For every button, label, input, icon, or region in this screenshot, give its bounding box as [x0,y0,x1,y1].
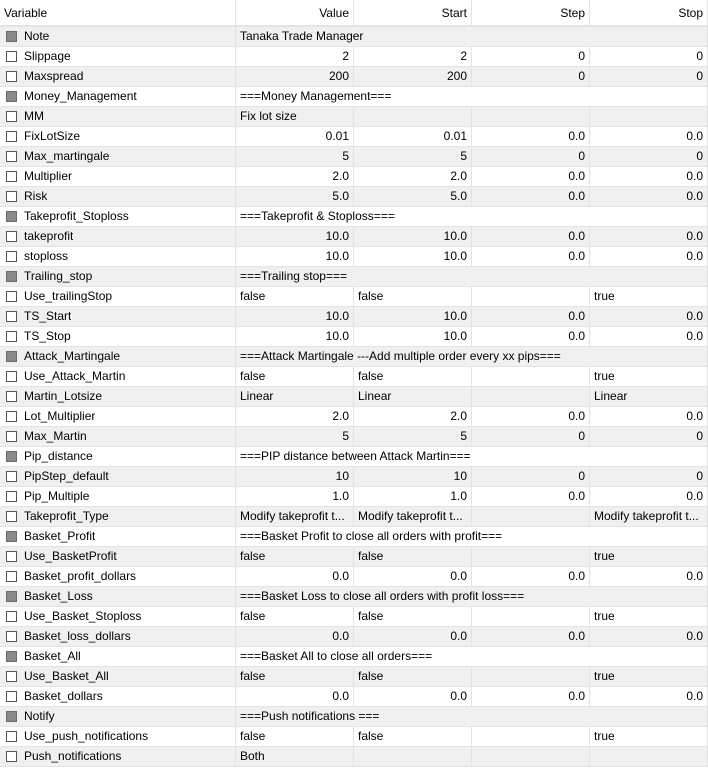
optimize-checkbox[interactable] [6,691,17,702]
variable-name: Takeprofit_Type [24,509,109,523]
variable-cell [0,747,236,767]
step-cell[interactable]: 0.0 [472,487,590,507]
stop-cell[interactable]: 0.0 [590,327,708,347]
variable-name: Pip_Multiple [24,489,90,503]
optimize-checkbox[interactable] [6,271,17,282]
start-cell[interactable]: 10.0 [354,307,472,327]
step-cell[interactable] [472,547,590,567]
parameter-row[interactable] [0,287,708,307]
optimize-checkbox[interactable] [6,331,17,342]
optimize-checkbox[interactable] [6,491,17,502]
variable-cell [0,527,236,547]
value-cell[interactable]: Tanaka Trade Manager [236,27,708,47]
variable-cell [0,187,236,207]
start-cell[interactable]: 0.0 [354,687,472,707]
optimize-checkbox[interactable] [6,291,17,302]
variable-cell [0,127,236,147]
step-cell[interactable]: 0.0 [472,567,590,587]
parameter-row[interactable] [0,727,708,747]
variable-name: Multiplier [24,169,73,183]
parameter-row[interactable] [0,547,708,567]
step-cell[interactable]: 0.0 [472,327,590,347]
step-cell[interactable] [472,107,590,127]
variable-cell [0,327,236,347]
variable-name: Use_Basket_Stoploss [24,609,142,623]
variable-cell [0,287,236,307]
variable-cell [0,167,236,187]
parameter-row[interactable] [0,567,708,587]
optimize-checkbox[interactable] [6,611,17,622]
parameter-row[interactable] [0,747,708,767]
parameter-row[interactable] [0,467,708,487]
stop-cell[interactable]: 0 [590,467,708,487]
optimize-checkbox[interactable] [6,511,17,522]
variable-cell [0,147,236,167]
parameter-row[interactable] [0,427,708,447]
optimize-checkbox[interactable] [6,351,17,362]
variable-cell [0,307,236,327]
step-cell[interactable]: 0.0 [472,187,590,207]
start-cell[interactable]: false [354,287,472,307]
start-cell[interactable]: 10.0 [354,227,472,247]
optimize-checkbox[interactable] [6,191,17,202]
value-cell[interactable]: false [236,607,354,627]
value-cell[interactable]: false [236,287,354,307]
variable-name: Martin_Lotsize [24,389,103,403]
start-cell[interactable]: 0.01 [354,127,472,147]
optimize-checkbox[interactable] [6,31,17,42]
stop-cell[interactable]: true [590,287,708,307]
step-cell[interactable]: 0.0 [472,227,590,247]
value-cell[interactable]: false [236,367,354,387]
variable-name: Attack_Martingale [24,349,121,363]
optimize-checkbox[interactable] [6,91,17,102]
step-cell[interactable]: 0 [472,427,590,447]
stop-cell[interactable]: 0 [590,427,708,447]
variable-name: TS_Start [24,309,72,323]
stop-cell[interactable]: 0.0 [590,127,708,147]
variable-cell [0,727,236,747]
value-cell[interactable]: 5 [236,427,354,447]
variable-cell [0,227,236,247]
value-cell[interactable]: 10.0 [236,307,354,327]
optimize-checkbox[interactable] [6,731,17,742]
parameter-row[interactable] [0,687,708,707]
value-cell[interactable]: 0.0 [236,567,354,587]
variable-cell [0,487,236,507]
parameter-row[interactable] [0,127,708,147]
value-cell[interactable]: 10.0 [236,247,354,267]
stop-cell[interactable]: true [590,667,708,687]
value-cell[interactable]: Fix lot size [236,107,354,127]
step-cell[interactable]: 0 [472,67,590,87]
start-cell[interactable]: 2.0 [354,407,472,427]
parameter-row[interactable] [0,387,708,407]
start-cell[interactable]: 10.0 [354,247,472,267]
optimize-checkbox[interactable] [6,551,17,562]
variable-name: Basket_profit_dollars [24,569,137,583]
start-cell[interactable]: false [354,547,472,567]
variable-name: takeprofit [24,229,74,243]
start-cell[interactable]: 0.0 [354,567,472,587]
variable-cell [0,207,236,227]
variable-name: Pip_distance [24,449,93,463]
step-cell[interactable] [472,667,590,687]
value-cell[interactable]: 200 [236,67,354,87]
stop-cell[interactable]: true [590,547,708,567]
variable-name: Trailing_stop [24,269,93,283]
stop-cell[interactable]: Linear [590,387,708,407]
variable-name: Max_Martin [24,429,87,443]
column-header-variable[interactable]: Variable [0,0,236,26]
variable-cell [0,567,236,587]
start-cell[interactable]: 5.0 [354,187,472,207]
start-cell[interactable]: Modify takeprofit t... [354,507,472,527]
variable-name: Use_trailingStop [24,289,113,303]
variable-name: Note [24,29,50,43]
parameter-row[interactable] [0,527,708,547]
variable-name: Use_Attack_Martin [24,369,126,383]
variable-name: Maxspread [24,69,84,83]
stop-cell[interactable]: 0 [590,47,708,67]
value-cell[interactable]: 10.0 [236,327,354,347]
variable-cell [0,447,236,467]
optimize-checkbox[interactable] [6,311,17,322]
stop-cell[interactable]: 0.0 [590,167,708,187]
parameter-row[interactable] [0,267,708,287]
step-cell[interactable] [472,747,590,767]
value-cell[interactable]: 2.0 [236,167,354,187]
step-cell[interactable]: 0.0 [472,307,590,327]
variable-cell [0,67,236,87]
column-header-step[interactable]: Step [472,0,590,26]
column-header-start[interactable]: Start [354,0,472,26]
value-cell[interactable]: 0.0 [236,687,354,707]
value-cell[interactable]: 2.0 [236,407,354,427]
optimize-checkbox[interactable] [6,51,17,62]
value-cell[interactable]: 0.01 [236,127,354,147]
stop-cell[interactable]: 0.0 [590,307,708,327]
value-cell[interactable]: 0.0 [236,627,354,647]
variable-cell [0,687,236,707]
parameter-row[interactable] [0,407,708,427]
value-cell[interactable]: 5 [236,147,354,167]
variable-cell [0,347,236,367]
value-cell[interactable]: ===Basket All to close all orders=== [236,647,708,667]
optimize-checkbox[interactable] [6,111,17,122]
start-cell[interactable]: 5 [354,147,472,167]
step-cell[interactable]: 0 [472,467,590,487]
parameter-row[interactable] [0,307,708,327]
value-cell[interactable]: 2 [236,47,354,67]
variable-cell [0,507,236,527]
parameter-row[interactable] [0,707,708,727]
step-cell[interactable]: 0.0 [472,627,590,647]
parameter-row[interactable] [0,607,708,627]
variable-cell [0,107,236,127]
parameter-row[interactable] [0,67,708,87]
start-cell[interactable]: false [354,727,472,747]
variable-name: Use_push_notifications [24,729,149,743]
variable-cell [0,547,236,567]
variable-cell [0,667,236,687]
optimize-checkbox[interactable] [6,751,17,762]
variable-cell [0,47,236,67]
stop-cell[interactable]: 0.0 [590,627,708,647]
variable-name: Money_Management [24,89,137,103]
variable-name: FixLotSize [24,129,81,143]
start-cell[interactable] [354,107,472,127]
optimize-checkbox[interactable] [6,171,17,182]
variable-name: Basket_All [24,649,81,663]
stop-cell[interactable]: 0.0 [590,687,708,707]
start-cell[interactable]: 0.0 [354,627,472,647]
value-cell[interactable]: ===Takeprofit & Stoploss=== [236,207,708,227]
variable-cell [0,267,236,287]
variable-name: Push_notifications [24,749,122,763]
step-cell[interactable] [472,287,590,307]
optimize-checkbox[interactable] [6,371,17,382]
parameter-row[interactable] [0,207,708,227]
optimize-checkbox[interactable] [6,631,17,642]
parameter-row[interactable] [0,107,708,127]
optimize-checkbox[interactable] [6,71,17,82]
start-cell[interactable] [354,747,472,767]
step-cell[interactable] [472,387,590,407]
parameter-row[interactable] [0,147,708,167]
stop-cell[interactable]: 0 [590,67,708,87]
stop-cell[interactable]: 0.0 [590,247,708,267]
optimize-checkbox[interactable] [6,471,17,482]
variable-cell [0,607,236,627]
value-cell[interactable]: ===Money Management=== [236,87,708,107]
parameter-row[interactable] [0,27,708,47]
optimize-checkbox[interactable] [6,131,17,142]
variable-cell [0,647,236,667]
stop-cell[interactable]: 0.0 [590,187,708,207]
variable-name: Risk [24,189,48,203]
value-cell[interactable]: Modify takeprofit t... [236,507,354,527]
start-cell[interactable]: 10 [354,467,472,487]
parameter-row[interactable] [0,187,708,207]
parameter-row[interactable] [0,627,708,647]
step-cell[interactable] [472,607,590,627]
value-cell[interactable]: false [236,727,354,747]
stop-cell[interactable]: true [590,367,708,387]
start-cell[interactable]: 10.0 [354,327,472,347]
value-cell[interactable]: 10.0 [236,227,354,247]
value-cell[interactable]: Linear [236,387,354,407]
variable-cell [0,407,236,427]
value-cell[interactable]: false [236,547,354,567]
step-cell[interactable]: 0.0 [472,407,590,427]
optimize-checkbox[interactable] [6,711,17,722]
parameter-row[interactable] [0,87,708,107]
step-cell[interactable]: 0 [472,47,590,67]
variable-name: Notify [24,709,55,723]
variable-name: Basket_loss_dollars [24,629,131,643]
value-cell[interactable]: ===Basket Profit to close all orders with profit=== [236,527,708,547]
optimize-checkbox[interactable] [6,231,17,242]
stop-cell[interactable]: 0.0 [590,567,708,587]
optimize-checkbox[interactable] [6,151,17,162]
value-cell[interactable]: Both [236,747,354,767]
stop-cell[interactable]: Modify takeprofit t... [590,507,708,527]
step-cell[interactable]: 0.0 [472,687,590,707]
optimize-checkbox[interactable] [6,431,17,442]
parameter-row[interactable] [0,447,708,467]
start-cell[interactable]: 1.0 [354,487,472,507]
variable-name: PipStep_default [24,469,109,483]
stop-cell[interactable]: 0 [590,147,708,167]
optimize-checkbox[interactable] [6,211,17,222]
parameter-row[interactable] [0,667,708,687]
parameter-row[interactable] [0,487,708,507]
optimize-checkbox[interactable] [6,531,17,542]
step-cell[interactable]: 0 [472,147,590,167]
parameter-row[interactable] [0,347,708,367]
step-cell[interactable]: 0.0 [472,127,590,147]
variable-name: Basket_Profit [24,529,96,543]
variable-cell [0,87,236,107]
parameter-row[interactable] [0,507,708,527]
value-cell[interactable]: ===Trailing stop=== [236,267,708,287]
optimize-checkbox[interactable] [6,451,17,462]
variable-cell [0,627,236,647]
step-cell[interactable] [472,367,590,387]
parameter-rows [0,27,708,767]
value-cell[interactable]: 10 [236,467,354,487]
start-cell[interactable]: false [354,367,472,387]
variable-name: TS_Stop [24,329,71,343]
variable-cell [0,427,236,447]
step-cell[interactable] [472,507,590,527]
optimize-checkbox[interactable] [6,391,17,402]
parameter-row[interactable] [0,327,708,347]
variable-name: Slippage [24,49,71,63]
value-cell[interactable]: ===Push notifications === [236,707,708,727]
variable-name: stoploss [24,249,69,263]
parameter-row[interactable] [0,587,708,607]
value-cell[interactable]: false [236,667,354,687]
start-cell[interactable]: false [354,667,472,687]
variable-cell [0,367,236,387]
start-cell[interactable]: false [354,607,472,627]
step-cell[interactable]: 0.0 [472,167,590,187]
column-header-value[interactable]: Value [236,0,354,26]
variable-name: Takeprofit_Stoploss [24,209,129,223]
stop-cell[interactable]: true [590,607,708,627]
start-cell[interactable]: 2.0 [354,167,472,187]
variable-cell [0,587,236,607]
start-cell[interactable]: Linear [354,387,472,407]
variable-cell [0,387,236,407]
variable-name: Basket_Loss [24,589,93,603]
optimize-checkbox[interactable] [6,671,17,682]
parameter-row[interactable] [0,47,708,67]
parameter-row[interactable] [0,367,708,387]
variable-name: Use_BasketProfit [24,549,117,563]
stop-cell[interactable] [590,747,708,767]
variable-cell [0,707,236,727]
variable-cell [0,27,236,47]
value-cell[interactable]: ===Basket Loss to close all orders with profit loss=== [236,587,708,607]
optimize-checkbox[interactable] [6,571,17,582]
start-cell[interactable]: 2 [354,47,472,67]
parameter-row[interactable] [0,167,708,187]
value-cell[interactable]: 5.0 [236,187,354,207]
step-cell[interactable]: 0.0 [472,247,590,267]
stop-cell[interactable]: true [590,727,708,747]
optimize-checkbox[interactable] [6,251,17,262]
variable-name: Basket_dollars [24,689,103,703]
value-cell[interactable]: ===Attack Martingale ---Add multiple order every xx pips=== [236,347,708,367]
variable-name: Use_Basket_All [24,669,109,683]
variable-cell [0,247,236,267]
column-header-row [0,0,708,27]
parameter-row[interactable] [0,647,708,667]
variable-name: MM [24,109,44,123]
optimize-checkbox[interactable] [6,591,17,602]
parameter-row[interactable] [0,227,708,247]
start-cell[interactable]: 5 [354,427,472,447]
parameter-row[interactable] [0,247,708,267]
stop-cell[interactable] [590,107,708,127]
step-cell[interactable] [472,727,590,747]
variable-name: Lot_Multiplier [24,409,96,423]
start-cell[interactable]: 200 [354,67,472,87]
stop-cell[interactable]: 0.0 [590,407,708,427]
variable-name: Max_martingale [24,149,110,163]
column-header-stop[interactable]: Stop [590,0,708,26]
optimize-checkbox[interactable] [6,651,17,662]
stop-cell[interactable]: 0.0 [590,487,708,507]
variable-cell [0,467,236,487]
optimize-checkbox[interactable] [6,411,17,422]
stop-cell[interactable]: 0.0 [590,227,708,247]
value-cell[interactable]: 1.0 [236,487,354,507]
value-cell[interactable]: ===PIP distance between Attack Martin=== [236,447,708,467]
